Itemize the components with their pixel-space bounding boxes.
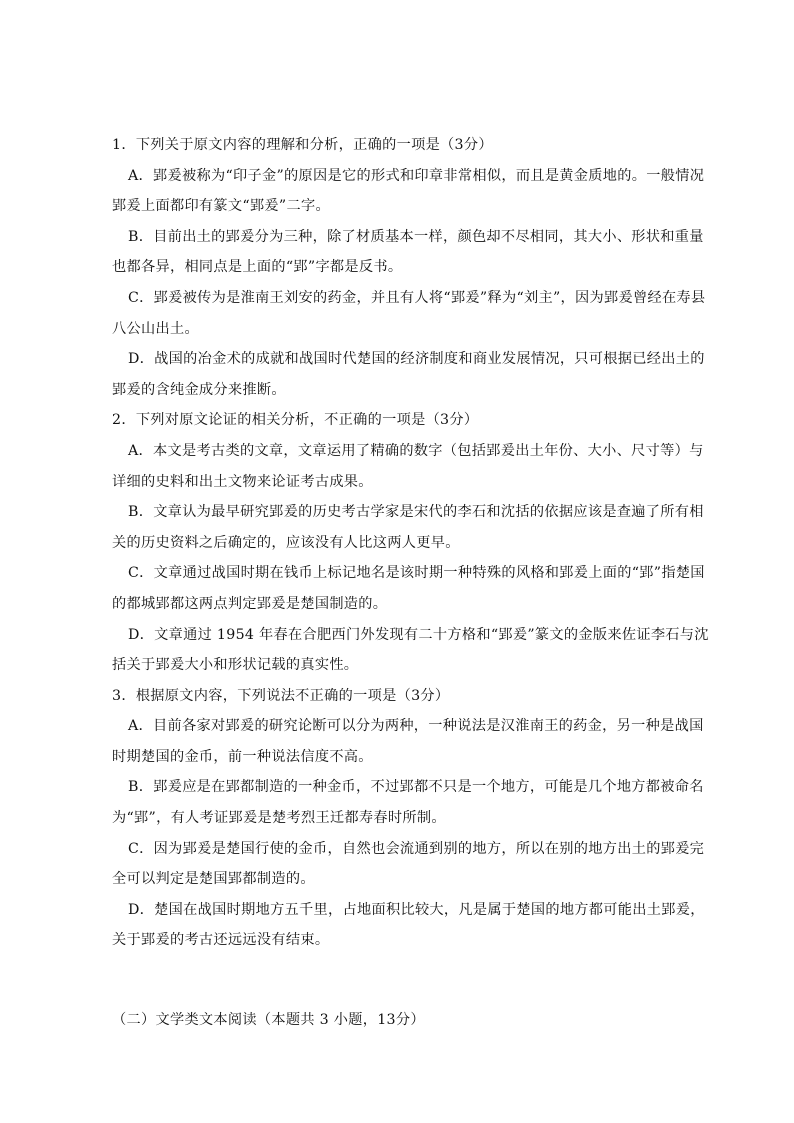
question-2-option-a-line-1: A．本文是考古类的文章，文章运用了精确的数字（包括郢爰出土年份、大小、尺寸等）与 bbox=[128, 442, 704, 459]
question-3-option-a-line-2: 时期楚国的金币，前一种说法信度不高。 bbox=[112, 748, 373, 765]
question-3-option-d-line-2: 关于郢爰的考古还远远没有结束。 bbox=[112, 932, 330, 949]
question-3-stem: 3．根据原文内容，下列说法不正确的一项是（3分） bbox=[112, 687, 450, 704]
question-2-option-d-line-1: D．文章通过 1954 年春在合肥西门外发现有二十方格和“郢爰”篆文的金版来佐证李石与沈 bbox=[128, 626, 709, 643]
question-3-option-c-line-2: 全可以判定是楚国郢都制造的。 bbox=[112, 871, 315, 888]
question-2-option-c-line-1: C．文章通过战国时期在钱币上标记地名是该时期一种特殊的风格和郢爰上面的“郢”指楚国 bbox=[128, 565, 705, 582]
question-2-option-d-line-2: 括关于郢爰大小和形状记载的真实性。 bbox=[112, 657, 359, 674]
question-2-option-b-line-2: 关的历史资料之后确定的，应该没有人比这两人更早。 bbox=[112, 534, 460, 551]
question-2-option-c-line-2: 的都城郢都这两点判定郢爰是楚国制造的。 bbox=[112, 595, 388, 612]
question-2-option-a-line-2: 详细的史料和出土文物来论证考古成果。 bbox=[112, 473, 373, 490]
question-3-option-c-line-1: C．因为郢爰是楚国行使的金币，自然也会流通到别的地方，所以在别的地方出土的郢爰完 bbox=[128, 840, 705, 857]
question-3-option-b-line-1: B．郢爰应是在郢都制造的一种金币，不过郢都不只是一个地方，可能是几个地方都被命名 bbox=[128, 779, 704, 796]
question-1-stem: 1．下列关于原文内容的理解和分析，正确的一项是（3分） bbox=[112, 137, 493, 153]
question-1-option-c-line-1: C．郢爰被传为是淮南王刘安的药金，并且有人将“郢爰”释为“刘主”，因为郢爰曾经在寿县 bbox=[128, 289, 706, 306]
question-1-option-c-line-2: 八公山出土。 bbox=[112, 320, 199, 337]
question-1-option-b-line-1: B．目前出土的郢爰分为三种，除了材质基本一样，颜色却不尽相同，其大小、形状和重量 bbox=[128, 228, 704, 245]
question-2-option-b-line-1: B．文章认为最早研究郢爰的历史考古学家是宋代的李石和沈括的依据应该是查遍了所有相 bbox=[128, 504, 704, 521]
question-3-option-a-line-1: A．目前各家对郢爰的研究论断可以分为两种，一种说法是汉淮南王的药金，另一种是战国 bbox=[128, 718, 704, 735]
questions-block bbox=[112, 130, 709, 956]
question-1-option-a-line-2: 郢爰上面都印有篆文“郢爰”二字。 bbox=[112, 198, 330, 215]
question-3-option-b-line-2: 为“郢”，有人考证郢爰是楚考烈王迁都寿春时所制。 bbox=[112, 810, 446, 827]
question-2-stem: 2．下列对原文论证的相关分析，不正确的一项是（3分） bbox=[112, 412, 479, 429]
question-1-option-d-line-2: 郢爰的含纯金成分来推断。 bbox=[112, 381, 286, 398]
question-1-option-d-line-1: D．战国的冶金术的成就和战国时代楚国的经济制度和商业发展情况，只可根据已经出土的 bbox=[128, 351, 705, 368]
section-heading: （二）文学类文本阅读（本题共 3 小题，13分） bbox=[112, 1012, 425, 1028]
question-3-option-d-line-1: D．楚国在战国时期地方五千里，占地面积比较大，凡是属于楚国的地方都可能出土郢爰， bbox=[128, 901, 705, 918]
question-1-option-a-line-1: A．郢爰被称为“印子金”的原因是它的形式和印章非常相似，而且是黄金质地的。一般情况 bbox=[128, 167, 705, 184]
question-1-option-b-line-2: 也都各异，相同点是上面的“郢”字都是反书。 bbox=[112, 259, 403, 276]
